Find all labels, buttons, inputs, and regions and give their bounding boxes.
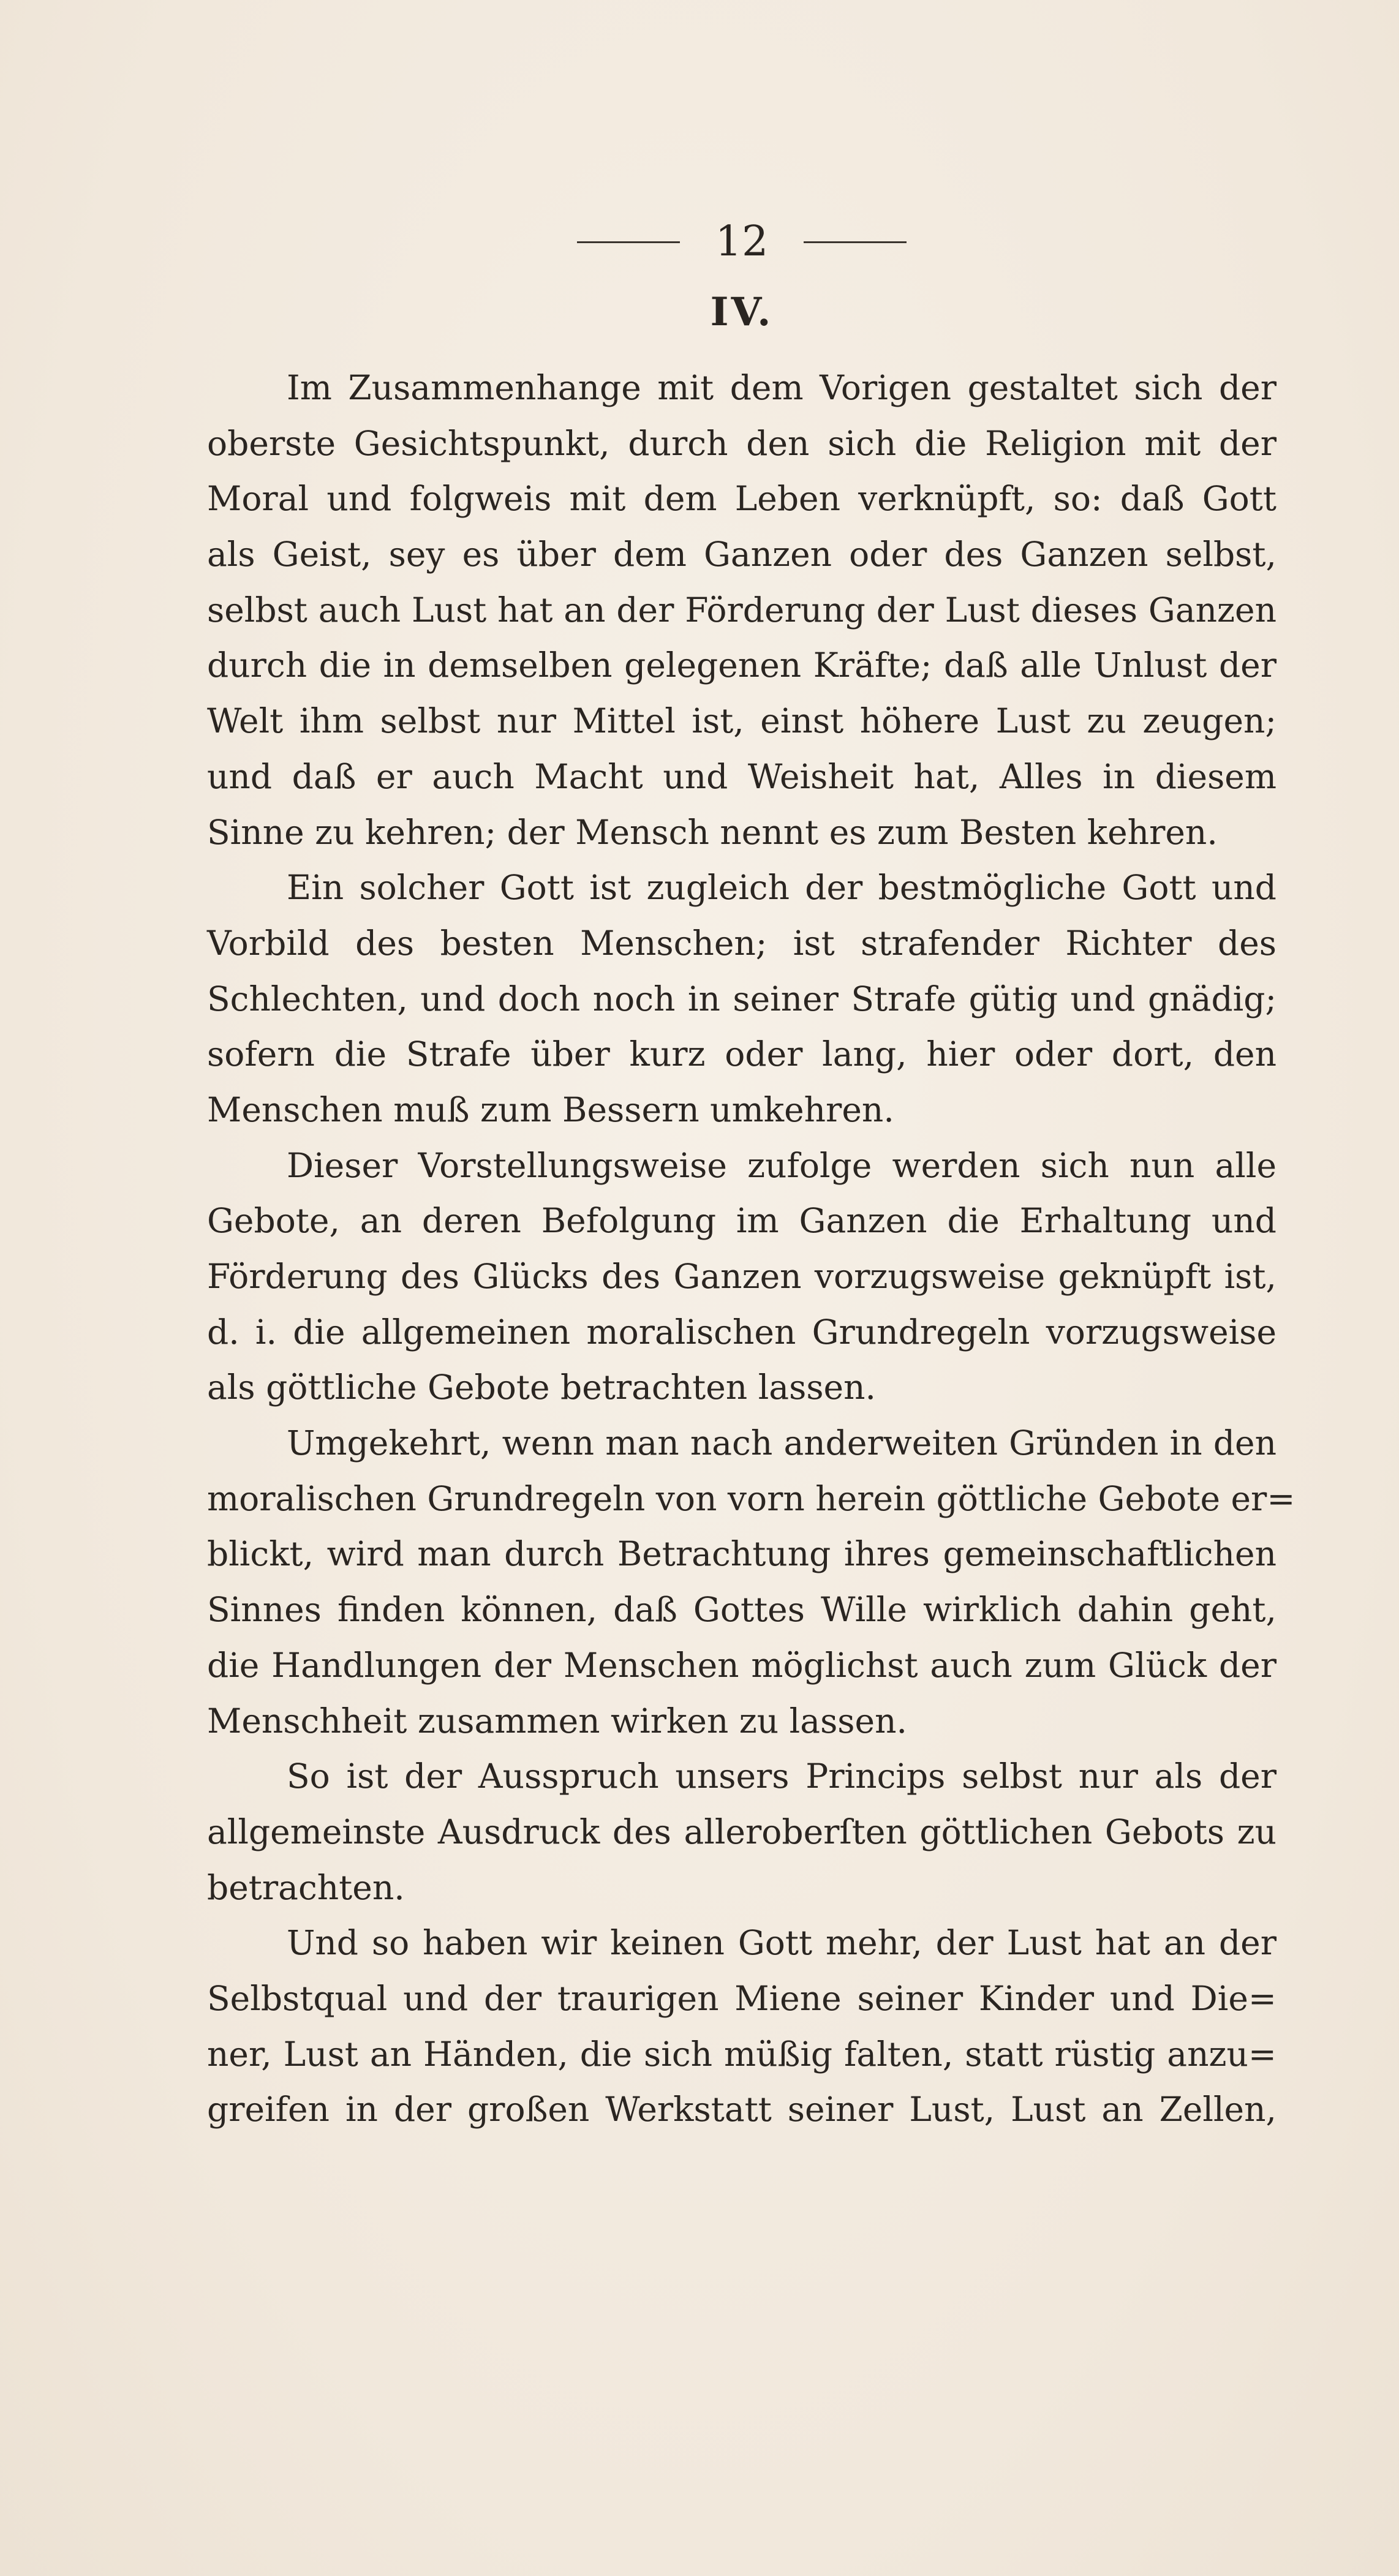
header-rule-right [804, 241, 907, 243]
text-line: Und so haben wir keinen Gott mehr, der Lust hat an der [287, 1923, 1276, 1963]
text-line: oberste Gesichtspunkt, durch den sich die Religion mit der [207, 423, 1276, 463]
text-line: Förderung des Glücks des Ganzen vorzugsweise geknüpft ist, [207, 1257, 1276, 1296]
text-line: die Handlungen der Menschen möglichst auch zum Glück der [207, 1645, 1276, 1685]
book-page [207, 208, 1295, 2137]
page-header [207, 208, 1276, 276]
text-line: So ist der Ausspruch unsers Princips selbst nur als der [287, 1757, 1276, 1796]
text-line: Sinne zu kehren; der Mensch nennt es zum Besten kehren. [207, 812, 1218, 852]
page-number: 12 [715, 217, 769, 266]
text-line: Schlechten, und doch noch in seiner Strafe gütig und gnädig; [207, 979, 1276, 1019]
paragraph-5 [207, 1749, 1276, 1915]
text-line: als Geist, sey es über dem Ganzen oder des Ganzen selbst, [207, 535, 1276, 574]
text-line: betrachten. [207, 1867, 405, 1907]
text-line: durch die in demselben gelegenen Kräfte; daß alle Unlust der [207, 646, 1276, 685]
body-text [207, 360, 1295, 2137]
paragraph-1 [207, 360, 1276, 860]
paragraph-3 [207, 1138, 1276, 1415]
text-line: Umgekehrt, wenn man nach anderweiten Gründen in den [287, 1423, 1276, 1463]
header-rule-left [577, 241, 680, 243]
text-line: Menschen muß zum Bessern umkehren. [207, 1090, 894, 1129]
text-line: Dieser Vorstellungsweise zufolge werden sich nun alle [287, 1145, 1276, 1185]
text-line: Welt ihm selbst nur Mittel ist, einst höhere Lust zu zeugen; [207, 701, 1276, 741]
paragraph-4 [207, 1415, 1295, 1749]
text-line: und daß er auch Macht und Weisheit hat, Alles in diesem [207, 756, 1276, 796]
text-line: als göttliche Gebote betrachten lassen. [207, 1368, 876, 1407]
text-line: selbst auch Lust hat an der Förderung der Lust dieses Ganzen [207, 590, 1276, 630]
text-line: Sinnes finden können, daß Gottes Wille wirklich dahin geht, [207, 1590, 1276, 1630]
text-line: Gebote, an deren Befolgung im Ganzen die Erhaltung und [207, 1201, 1276, 1241]
text-line: ner, Lust an Händen, die sich müßig falten, statt rüstig anzu= [207, 2034, 1276, 2074]
text-line: Moral und folgweis mit dem Leben verknüpft, so: daß Gott [207, 479, 1276, 519]
text-line: Im Zusammenhange mit dem Vorigen gestaltet sich der [287, 368, 1276, 407]
paragraph-6 [207, 1915, 1276, 2137]
text-line: Ein solcher Gott ist zugleich der bestmögliche Gott und [287, 868, 1276, 908]
text-line: Vorbild des besten Menschen; ist strafender Richter des [207, 923, 1276, 963]
text-line: greifen in der großen Werkstatt seiner Lust, Lust an Zellen, [207, 2090, 1276, 2130]
text-line: allgemeinste Ausdruck des alleroberſten göttlichen Gebots zu [207, 1812, 1276, 1851]
text-line: Menschheit zusammen wirken zu lassen. [207, 1701, 907, 1741]
text-line: moralischen Grundregeln von vorn herein göttliche Gebote er= [207, 1478, 1295, 1518]
text-line: blickt, wird man durch Betrachtung ihres gemeinschaftlichen [207, 1534, 1276, 1574]
text-line: d. i. die allgemeinen moralischen Grundregeln vorzugsweise [207, 1312, 1276, 1352]
text-line: Selbstqual und der traurigen Miene seiner Kinder und Die= [207, 1978, 1276, 2018]
paragraph-2 [207, 860, 1276, 1137]
section-title: IV. [710, 289, 774, 335]
text-line: sofern die Strafe über kurz oder lang, hier oder dort, den [207, 1034, 1276, 1074]
